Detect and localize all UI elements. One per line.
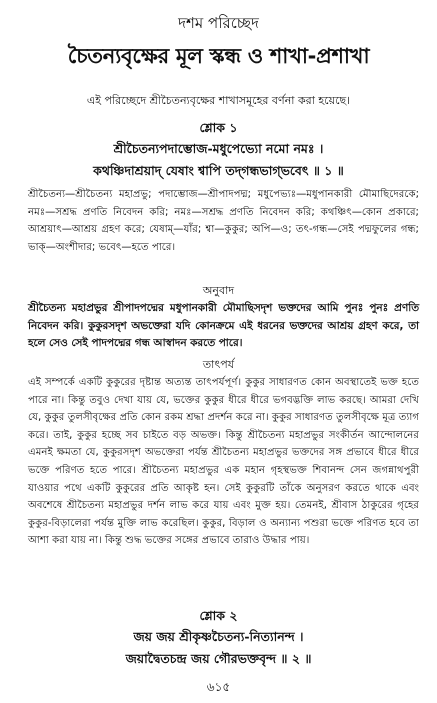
translation-label: অনুবাদ [202, 284, 235, 297]
page-number: ৬১৫ [206, 680, 231, 694]
verse-2-line-2: জয়াদ্বৈতচন্দ্র জয় গৌরভক্তবৃন্দ ॥ ২ ॥ [125, 651, 312, 666]
chapter-intro: এই পরিচ্ছেদে শ্রীচৈতন্যবৃক্ষের শাখাসমূহের বর্ণনা করা হয়েছে। [86, 94, 351, 107]
verse-2-line-1: জয় জয় শ্রীকৃষ্ণচৈতন্য-নিত্যানন্দ । [133, 629, 304, 644]
verse-1-label: শ্লোক ১ [199, 120, 238, 135]
verse-2-label: শ্লোক ২ [199, 608, 238, 623]
verse-1-line-2: কথঞ্চিদাশ্রয়াদ্ যেষাং শ্বাপি তদ্‌গন্ধভাগ্‌ভবেৎ ॥ ১ ॥ [93, 163, 344, 178]
word-meanings: শ্রীচৈতন্য—শ্রীচৈতন্য মহাপ্রভু; পদাম্ভোজ—শ্রীপাদপদ্ম; মধুপেভ্যঃ—মধুপানকারী মৌমাছিদেরকে; নমঃ—সশ্রদ্ধ প্রণতি নিবেদন করি; নমঃ—সশ্রদ্ধ প্রণতি নিবেদন করি; কথঞ্চিৎ—কোন প্রকারে; আশ্রয়াৎ—আশ্রয় গ্রহণ করে; যেষাম্—যাঁর; শ্বা—কুকুর; অপি—ও; তৎ-গন্ধ—সেই পদ্মফুলের গন্ধ; ভাক্—অংশীদার; ভবেৎ—হতে পারে। [28, 189, 419, 253]
purport-text: এই সম্পর্কে একটি কুকুরের দৃষ্টান্ত অত্যন্ত তাৎপর্যপূর্ণ। কুকুর সাধারণত কোন অবস্থাতেই ভক্ত হতে পারে না। কিন্তু তবুও দেখা যায় যে, ভক্তের কুকুর ধীরে ধীরে ভগবদ্ভক্তি লাভ করছে। আমরা দেখি যে, কুকুর তুলসীবৃক্ষের প্রতি কোন রকম শ্রদ্ধা প্রদর্শন করে না। কুকুর সাধারণত তুলসীবৃক্ষে মূত্র ত্যাগ করে। তাই, কুকুর হচ্ছে সব চাইতে বড় অভক্ত। কিন্তু শ্রীচৈতন্য মহাপ্রভুর সংকীর্তন আন্দোলনের এমনই ক্ষমতা যে, কুকুরসদৃশ অভক্তেরা পর্যন্ত শ্রীচৈতন্য মহাপ্রভুর ভক্তদের সঙ্গ প্রভাবে ধীরে ধীরে ভক্তে পরিণত হতে পারে। শ্রীচৈতন্য মহাপ্রভুর এক মহান গৃহস্থভক্ত শিবানন্দ সেন জগন্নাথপুরী যাওয়ার পথে একটি কুকুরের প্রতি আকৃষ্ট হন। সেই কুকুরটি তাঁকে অনুসরণ করতে থাকে এবং অবশেষে শ্রীচৈতন্য মহাপ্রভুর দর্শন লাভ করে যায় এবং মুক্ত হয়। তেমনই, শ্রীবাস ঠাকুরের গৃহের কুকুর-বিড়ালেরা পর্যন্ত মুক্তি লাভ করেছিল। কুকুর, বিড়াল ও অন্যান্য পশুরা ভক্তে পরিণত হবে তা আশা করা যায় না। কিন্তু শুদ্ধ ভক্তের সঙ্গের প্রভাবে তারাও উদ্ধার পায়। [28, 377, 419, 547]
translation-text: শ্রীচৈতন্য মহাপ্রভুর শ্রীপাদপদ্মের মধুপানকারী মৌমাছিসদৃশ ভক্তদের আমি পুনঃ পুনঃ প্রণতি নিবেদন করি। কুকুরসদৃশ অভক্তেরা যদি কোনক্রমে এই ধরনের ভক্তদের আশ্রয় গ্রহণ করে, তা হলে সেও সেই পাদপদ্মের গন্ধ আস্বাদন করতে পারে। [28, 302, 419, 350]
chapter-heading: দশম পরিচ্ছেদ [178, 14, 259, 32]
chapter-title: চৈতন্যবৃক্ষের মূল স্কন্ধ ও শাখা-প্রশাখা [67, 44, 370, 68]
purport-label: তাৎপর্য [202, 358, 235, 371]
verse-1-line-1: শ্রীচৈতন্যপদাম্ভোজ-মধুপেভ্যো নমো নমঃ । [113, 141, 324, 156]
